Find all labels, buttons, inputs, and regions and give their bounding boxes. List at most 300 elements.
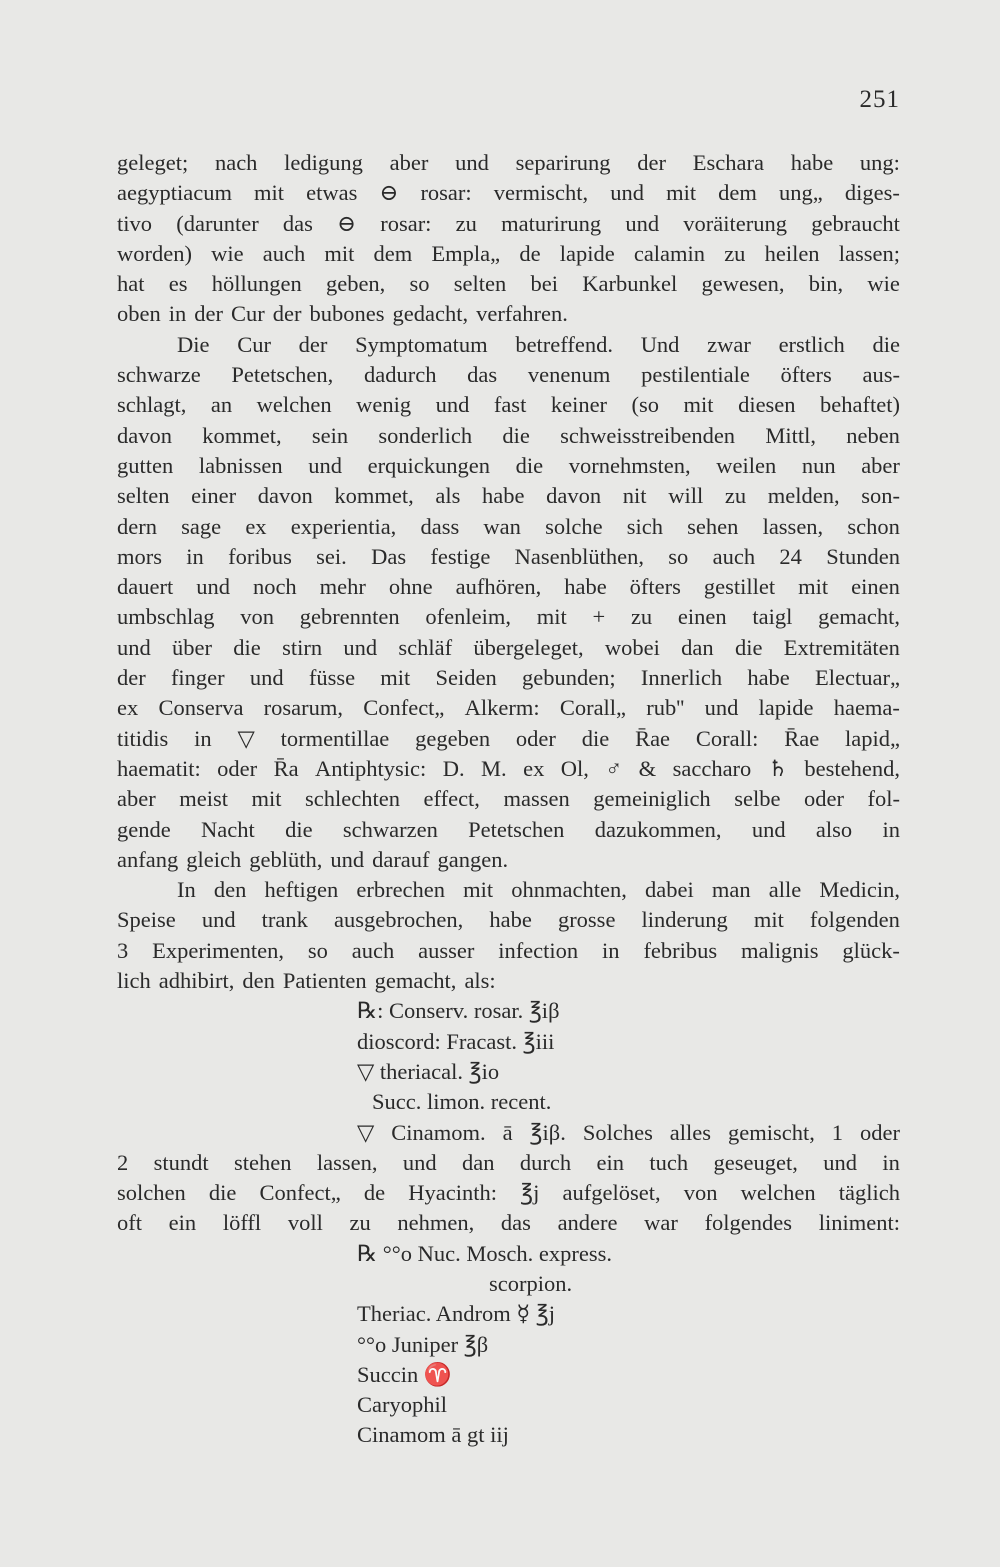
word: gleich — [186, 846, 242, 872]
text-line — [117, 724, 900, 754]
word: experientia, — [290, 513, 397, 539]
recipe-line: Succin ♈ — [357, 1361, 452, 1387]
word: titidis — [117, 725, 169, 751]
word: auch — [351, 937, 395, 963]
word: in — [602, 937, 620, 963]
word: 1 — [831, 1119, 844, 1145]
word: tuch — [649, 1149, 689, 1175]
word: ℥j — [520, 1180, 540, 1206]
text-line — [117, 299, 900, 329]
word: sehen — [687, 513, 739, 539]
word: in — [186, 543, 204, 569]
word: gutten — [117, 452, 174, 478]
text-line — [117, 602, 900, 632]
word: ein — [168, 1210, 197, 1236]
word: erquickungen — [367, 452, 491, 478]
word: bei — [530, 271, 559, 297]
word: will — [668, 483, 704, 509]
word: mehr — [319, 574, 366, 600]
text-line — [117, 390, 900, 420]
word: dem — [373, 240, 413, 266]
text-line — [117, 209, 900, 239]
word: und — [343, 634, 378, 660]
word: aufhören, — [455, 574, 542, 600]
word: Das — [371, 543, 407, 569]
word: trank — [261, 907, 308, 933]
word: mit — [666, 180, 697, 206]
word: malignis — [741, 937, 819, 963]
word: der — [194, 301, 223, 327]
word: so — [668, 543, 689, 569]
word: schlagt, — [117, 392, 187, 418]
word: erstlich — [778, 331, 845, 357]
word: einen — [677, 604, 727, 630]
word: und — [455, 150, 489, 175]
text-line — [117, 693, 900, 723]
word: selten — [117, 483, 170, 509]
recipe-line: Theriac. Androm ☿ ℥j — [357, 1301, 556, 1327]
word: die — [208, 1180, 237, 1206]
word: ♄ — [767, 755, 788, 781]
word: ausgebrochen, — [333, 907, 464, 933]
word: heftigen — [264, 877, 339, 903]
word: an — [210, 392, 233, 418]
word: von — [240, 604, 274, 630]
word: in — [882, 1149, 900, 1175]
word: (darunter — [176, 210, 259, 236]
word: Nasenblüthen, — [514, 543, 644, 569]
word: 2 — [117, 1149, 129, 1175]
word: als — [435, 483, 461, 509]
word: die — [285, 816, 313, 842]
word: meist — [179, 786, 228, 812]
word: darauf — [372, 846, 430, 872]
word: ⊖ — [379, 180, 399, 206]
word: zu — [724, 240, 746, 266]
word: dass — [420, 513, 460, 539]
word: Conserva — [158, 695, 244, 721]
word: Seiden — [435, 665, 497, 691]
word: welchen — [740, 1180, 816, 1206]
word: etwas — [306, 180, 358, 206]
word: der — [117, 665, 146, 691]
word: mors — [117, 543, 162, 569]
word: Cur — [237, 331, 271, 357]
word: adhibirt, — [158, 968, 235, 994]
word: gebrennten — [299, 604, 400, 630]
word: tormentillae — [280, 725, 390, 751]
word: haematit: — [117, 755, 201, 781]
word: stirn — [282, 634, 323, 660]
word: mit — [380, 665, 411, 691]
text-line — [117, 633, 900, 663]
word: geben, — [325, 271, 386, 297]
word: der — [637, 150, 667, 175]
word: übergeleget, — [473, 634, 584, 660]
word: glück- — [842, 937, 900, 963]
word: aber — [861, 452, 900, 478]
word: wan — [483, 513, 521, 539]
word: und — [308, 452, 342, 478]
word: effect, — [423, 786, 480, 812]
word: wenig — [356, 392, 412, 418]
word: gestillet — [703, 574, 776, 600]
word: haema- — [833, 695, 900, 721]
word: neben — [846, 422, 900, 448]
word: alle — [768, 877, 802, 903]
text-line — [117, 815, 900, 845]
word: voräiterung — [683, 210, 788, 236]
word: bubones — [309, 301, 385, 327]
word: selten — [453, 271, 507, 297]
word: und — [117, 634, 151, 660]
word: gewesen, — [701, 271, 785, 297]
word: ▽ — [357, 1119, 375, 1145]
word: aber — [389, 150, 429, 175]
word: und — [823, 1149, 857, 1175]
text-line — [117, 1208, 900, 1238]
recipe-line: dioscord: Fracast. ℥iii — [357, 1028, 555, 1054]
text-line — [117, 178, 900, 208]
word: lassen, — [762, 513, 824, 539]
word: noch — [252, 574, 297, 600]
text-line — [117, 360, 900, 390]
word: die — [872, 331, 900, 357]
word: lich — [117, 968, 151, 994]
word: sage — [181, 513, 222, 539]
word: ung: — [859, 150, 900, 175]
word: das — [500, 1210, 531, 1236]
word: so — [409, 271, 430, 297]
word: Karbunkel — [582, 271, 678, 297]
word: Confect„ — [259, 1180, 341, 1206]
word: hat — [117, 271, 145, 297]
word: der — [298, 331, 328, 357]
word: aufgelöset, — [562, 1180, 661, 1206]
word: dern — [117, 513, 157, 539]
word: dauert — [117, 574, 174, 600]
word: davon — [117, 422, 172, 448]
word: ohnmachten, — [511, 877, 627, 903]
word: ung„ — [779, 180, 823, 206]
word: und — [610, 180, 644, 206]
word: anfang — [117, 846, 179, 872]
word: infection — [498, 937, 579, 963]
word: bestehend, — [804, 755, 900, 781]
word: nach — [214, 150, 258, 175]
word: den — [242, 968, 275, 994]
word: nehmen, — [397, 1210, 475, 1236]
word: mit — [683, 392, 714, 418]
word: Alkerm: — [464, 695, 540, 721]
word: öfters — [629, 574, 681, 600]
word: rosar: — [380, 210, 432, 236]
word: venenum — [527, 362, 611, 388]
word: In — [177, 877, 196, 903]
word: stundt — [153, 1149, 209, 1175]
word: (so — [631, 392, 660, 418]
word: ofenleim, — [425, 604, 512, 630]
word: sei. — [316, 543, 347, 569]
word: der — [272, 301, 302, 327]
word: löffl — [222, 1210, 262, 1236]
word: Eschara — [692, 150, 764, 175]
text-line — [117, 148, 900, 178]
recipe-line: ▽ theriacal. ℥io — [357, 1058, 500, 1084]
word: kommet, — [202, 422, 282, 448]
word: heilen — [764, 240, 820, 266]
word: festige — [430, 543, 491, 569]
word: melden, — [767, 483, 840, 509]
text-line — [117, 905, 900, 935]
recipe-line: Succ. limon. recent. — [372, 1089, 552, 1115]
text-line — [117, 512, 900, 542]
word: zu — [724, 483, 747, 509]
text-line — [117, 845, 900, 875]
word: oder — [803, 786, 844, 812]
word: de — [363, 1180, 386, 1206]
word: verfahren. — [476, 301, 568, 327]
word: Die — [177, 331, 210, 357]
text-line — [117, 542, 900, 572]
recipe-line: °°o Juniper ℥β — [357, 1331, 489, 1357]
word: Solches — [582, 1119, 653, 1145]
word: gemacht, — [374, 968, 457, 994]
word: einen — [851, 574, 900, 600]
word: lassen; — [838, 240, 900, 266]
word: rosar: — [420, 180, 472, 206]
word: kommet, — [334, 483, 414, 509]
word: geleget; — [117, 150, 189, 175]
word: welchen — [256, 392, 332, 418]
word: gangen. — [437, 846, 509, 872]
word: rub'' — [646, 695, 685, 721]
word: mit — [536, 604, 567, 630]
word: dan — [462, 1149, 495, 1175]
word: selbe — [734, 786, 781, 812]
word: behaftet) — [820, 392, 900, 418]
word: ▽ — [237, 725, 255, 751]
word: Confect„ — [363, 695, 445, 721]
word: dabei — [645, 877, 694, 903]
word: foribus — [228, 543, 292, 569]
word: schläf — [398, 634, 453, 660]
word: so — [307, 937, 328, 963]
word: aber — [117, 786, 156, 812]
word: zu — [349, 1210, 371, 1236]
word: Ol, — [560, 755, 589, 781]
word: solchen — [117, 1180, 186, 1206]
word: die — [581, 725, 610, 751]
word: diesen — [738, 392, 796, 418]
word: öfters — [780, 362, 832, 388]
recipe-line: scorpion. — [489, 1270, 573, 1296]
word: zu — [630, 604, 653, 630]
word: Nacht — [201, 816, 255, 842]
word: aegyptiacum — [117, 180, 232, 206]
word: von — [683, 1180, 718, 1206]
word: liniment: — [818, 1210, 900, 1236]
word: vornehmsten, — [568, 452, 691, 478]
word: erbrechen — [356, 877, 446, 903]
word: Experimenten, — [152, 937, 284, 963]
word: gemeiniglich — [593, 786, 711, 812]
word: davon — [257, 483, 313, 509]
word: davon — [546, 483, 602, 509]
word: aus- — [862, 362, 900, 388]
word: Cinamom. — [391, 1119, 486, 1145]
word: massen — [503, 786, 570, 812]
text-line — [117, 239, 900, 269]
word: betreffend. — [515, 331, 613, 357]
word: alles — [669, 1119, 712, 1145]
word: das — [282, 210, 313, 236]
word: mit — [798, 574, 829, 600]
word: oben — [117, 301, 161, 327]
word: voll — [287, 1210, 323, 1236]
page-number: 251 — [859, 86, 900, 113]
word: sein — [311, 422, 349, 448]
word: gedacht, — [392, 301, 469, 327]
word: mit — [324, 240, 355, 266]
word: andere — [557, 1210, 618, 1236]
word: die — [502, 422, 530, 448]
word: separirung — [515, 150, 611, 175]
word: gebunden; — [521, 665, 616, 691]
word: gende — [117, 816, 171, 842]
word: R̄ae — [784, 725, 820, 751]
word: 24 — [779, 543, 802, 569]
text-line — [117, 936, 900, 966]
word: Extremitäten — [783, 634, 900, 660]
word: Corall„ — [559, 695, 627, 721]
word: man — [711, 877, 751, 903]
word: R̄ae — [635, 725, 671, 751]
text-line — [117, 421, 900, 451]
word: febribus — [643, 937, 718, 963]
text-line — [117, 966, 900, 996]
word: habe — [482, 483, 525, 509]
word: folgendes — [704, 1210, 793, 1236]
word: über — [172, 634, 213, 660]
word: ex — [245, 513, 267, 539]
word: dadurch — [363, 362, 437, 388]
word: mit — [254, 180, 285, 206]
word: pestilentiale — [641, 362, 750, 388]
word: keiner — [550, 392, 608, 418]
word: M. — [481, 755, 507, 781]
word: zu — [455, 210, 477, 236]
word: finger — [170, 665, 225, 691]
word: weilen — [716, 452, 777, 478]
word: täglich — [838, 1180, 900, 1206]
word: geseuget, — [713, 1149, 798, 1175]
word: auch — [712, 543, 756, 569]
word: das — [467, 362, 498, 388]
word: habe — [790, 150, 834, 175]
word: son- — [861, 483, 900, 509]
word: zwar — [707, 331, 751, 357]
word: D. — [442, 755, 465, 781]
word: als: — [464, 968, 496, 994]
word: und — [625, 210, 660, 236]
word: und — [330, 846, 365, 872]
word: calamin — [633, 240, 706, 266]
word: maturirung — [501, 210, 602, 236]
word: Corall: — [695, 725, 759, 751]
text-line — [117, 481, 900, 511]
word: + — [592, 604, 606, 630]
word: lapide — [758, 695, 814, 721]
word: fast — [493, 392, 527, 418]
word: Patienten — [282, 968, 367, 994]
word: und — [751, 816, 786, 842]
word: labnissen — [198, 452, 283, 478]
word: ohne — [388, 574, 433, 600]
word: Symptomatum — [355, 331, 488, 357]
word: ℥iβ. — [529, 1119, 566, 1145]
word: dem — [718, 180, 757, 206]
word: oder — [217, 755, 258, 781]
word: Empla„ — [431, 240, 501, 266]
word: gegeben — [415, 725, 491, 751]
word: umbschlag — [117, 604, 215, 630]
word: Und — [640, 331, 680, 357]
word: gemischt, — [727, 1119, 815, 1145]
word: Speise — [117, 907, 176, 933]
word: ⊖ — [337, 210, 356, 236]
recipe-line: ℞: Conserv. rosar. ℥iβ — [357, 998, 560, 1024]
word: also — [815, 816, 853, 842]
word: ein — [596, 1149, 624, 1175]
word: de — [519, 240, 541, 266]
word: & — [638, 755, 657, 781]
recipe-line: Cinamom ā gt iij — [357, 1422, 509, 1448]
word: schwarze — [117, 362, 201, 388]
word: gebraucht — [811, 210, 900, 236]
word: die — [233, 634, 261, 660]
word: Mittl, — [765, 422, 816, 448]
word: ♂ — [605, 755, 623, 781]
word: ex — [117, 695, 139, 721]
word: fol- — [867, 786, 900, 812]
word: taigl — [752, 604, 793, 630]
word: sonderlich — [378, 422, 473, 448]
word: ausser — [418, 937, 475, 963]
word: lapide — [559, 240, 615, 266]
word: habe — [564, 574, 607, 600]
word: habe — [489, 907, 532, 933]
word: vermischt, — [493, 180, 589, 206]
word: Medicin, — [819, 877, 900, 903]
word: und — [704, 695, 739, 721]
word: wie — [867, 271, 900, 297]
word: den — [213, 877, 247, 903]
word: 3 — [117, 937, 129, 963]
word: schweisstreibenden — [560, 422, 736, 448]
word: dan — [681, 634, 714, 660]
word: bin, — [808, 271, 844, 297]
word: wobei — [604, 634, 660, 660]
word: folgenden — [809, 907, 900, 933]
word: und — [402, 1149, 437, 1175]
word: schon — [847, 513, 900, 539]
word: gemacht, — [818, 604, 900, 630]
word: oder — [515, 725, 556, 751]
word: es — [168, 271, 188, 297]
text-line — [117, 784, 900, 814]
text-line — [117, 1148, 900, 1178]
